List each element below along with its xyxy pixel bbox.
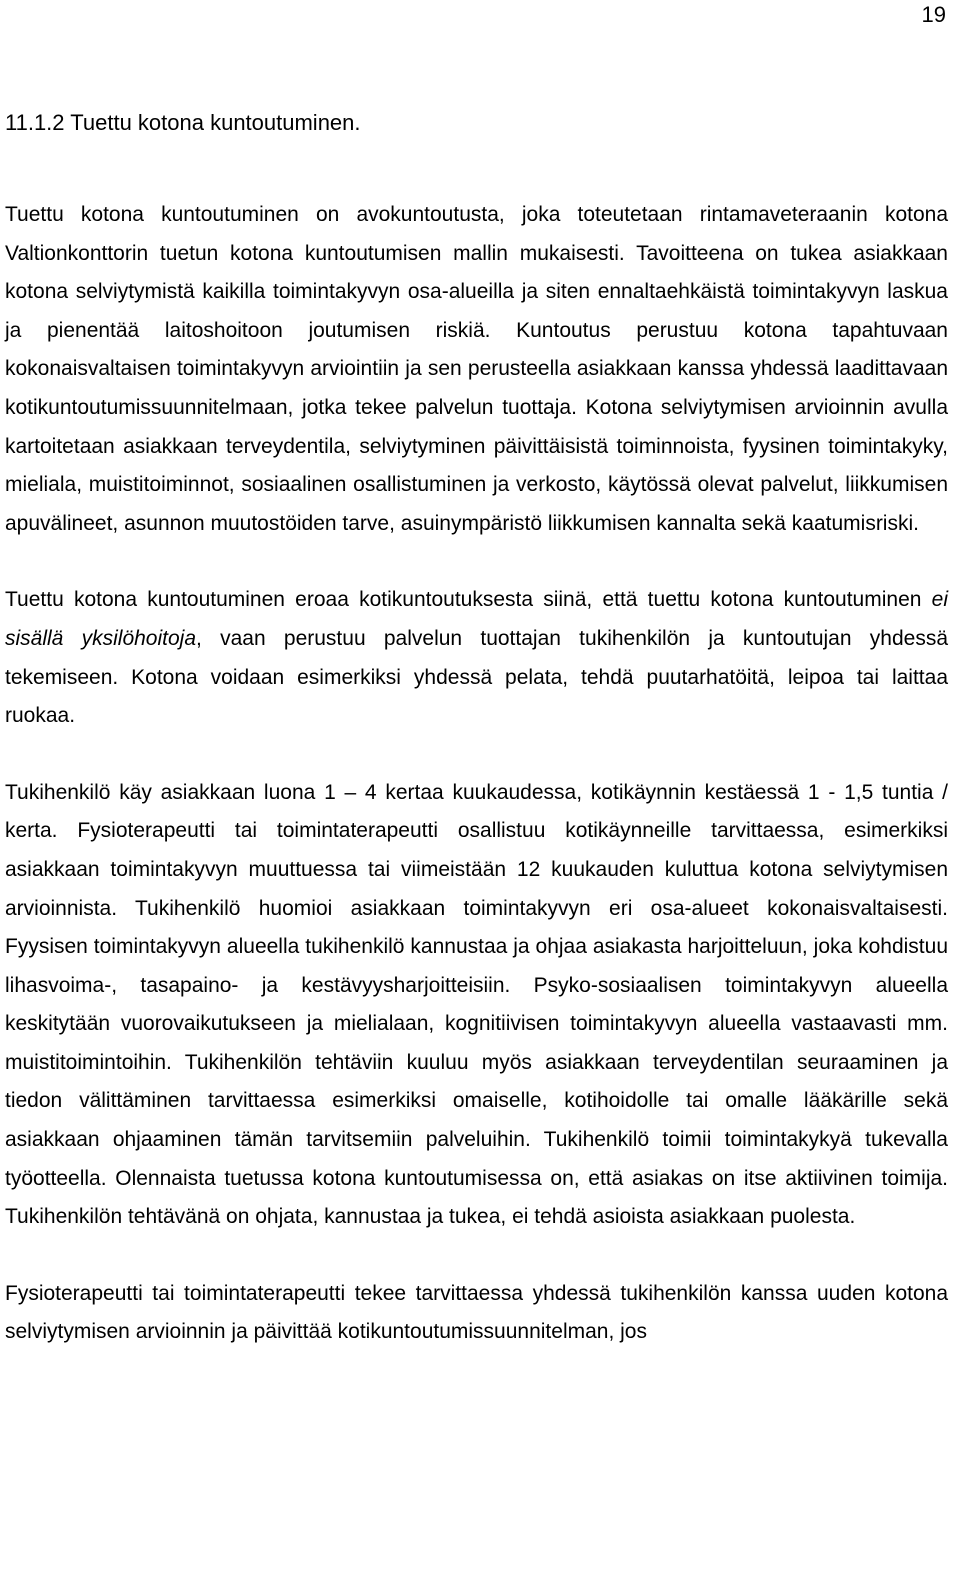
- paragraph-4: Fysioterapeutti tai toimintaterapeutti tekee tarvittaessa yhdessä tukihenkilön kanssa uuden kotona selviytymisen arvioinnin ja päivittää kotikuntoutumissuunnitelman, jos: [5, 1281, 948, 1344]
- paragraph-1: Tuettu kotona kuntoutuminen on avokuntoutusta, joka toteutetaan rintamaveteraanin kotona Valtionkonttorin tuetun kotona kuntoutumisen mallin mukaisesti. Tavoitteena on tukea asiakkaan kotona selviytymistä kaikilla toimintakyvyn osa-alueilla ja siten ennaltaehkäistä toimintakyvyn laskua ja pienentää laitoshoitoon joutumisen riskiä. Kuntoutus perustuu kotona tapahtuvaan kokonaisvaltaisen toimintakyvyn arviointiin ja sen perusteella asiakkaan kanssa yhdessä laadittavaan kotikuntoutumissuunnitelmaan, jotka tekee palvelun tuottaja. Kotona selviytymisen arvioinnin avulla kartoitetaan asiakkaan terveydentila, selviytyminen päivittäisistä toiminnoista, fyysinen toimintakyky, mieliala, muistitoiminnot, sosiaalinen osallistuminen ja verkosto, käytössä olevat palvelut, liikkumisen apuvälineet, asunnon muutostöiden tarve, asuinympäristö liikkumisen kannalta sekä kaatumisriski.: [5, 203, 948, 535]
- paragraph-2-end: , vaan perustuu palvelun tuottajan tukihenkilön ja kuntoutujan yhdessä tekemiseen. Kotona voidaan esimerkiksi yhdessä pelata, tehdä puutarhatöitä, leipoa tai laittaa ruokaa.: [5, 626, 948, 728]
- page-number: 19: [921, 2, 946, 27]
- document-body: [5, 196, 948, 1390]
- paragraph-2-start: Tuettu kotona kuntoutuminen eroaa kotikuntoutuksesta siinä, että tuettu kotona kuntoutuminen: [5, 588, 932, 612]
- section-heading: 11.1.2 Tuettu kotona kuntoutuminen.: [5, 110, 361, 135]
- paragraph-2: [5, 581, 948, 735]
- paragraph-2-emphasis: ei sisällä yksilöhoitoja: [5, 588, 948, 650]
- paragraph-3: Tukihenkilö käy asiakkaan luona 1 – 4 kertaa kuukaudessa, kotikäynnin kestäessä 1 - 1,5 tuntia / kerta. Fysioterapeutti tai toimintaterapeutti osallistuu kotikäynneille tarvittaessa, esimerkiksi asiakkaan toimintakyvyn muuttuessa tai viimeistään 12 kuukauden kuluttua kotona selviytymisen arvioinnista. Tukihenkilö huomioi asiakkaan toimintakyvyn eri osa-alueet kokonaisvaltaisesti. Fyysisen toimintakyvyn alueella tukihenkilö kannustaa ja ohjaa asiakasta harjoitteluun, joka kohdistuu lihasvoima-, tasapaino- ja kestävyysharjoitteisiin. Psyko-sosiaalisen toimintakyvyn alueella keskitytään vuorovaikutukseen ja mielialaan, kognitiivisen toimintakyvyn alueella vastaavasti mm. muistitoimintoihin. Tukihenkilön tehtäviin kuuluu myös asiakkaan terveydentilan seuraaminen ja tiedon välittäminen tarvittaessa esimerkiksi omaiselle, kotihoidolle tai omalle lääkärille sekä asiakkaan ohjaaminen tämän tarvitsemiin palveluihin. Tukihenkilö toimii toimintakykyä tukevalla työotteella. Olennaista tuetussa kotona kuntoutumisessa on, että asiakas on itse aktiivinen toimija. Tukihenkilön tehtävänä on ohjata, kannustaa ja tukea, ei tehdä asioista asiakkaan puolesta.: [5, 780, 948, 1229]
